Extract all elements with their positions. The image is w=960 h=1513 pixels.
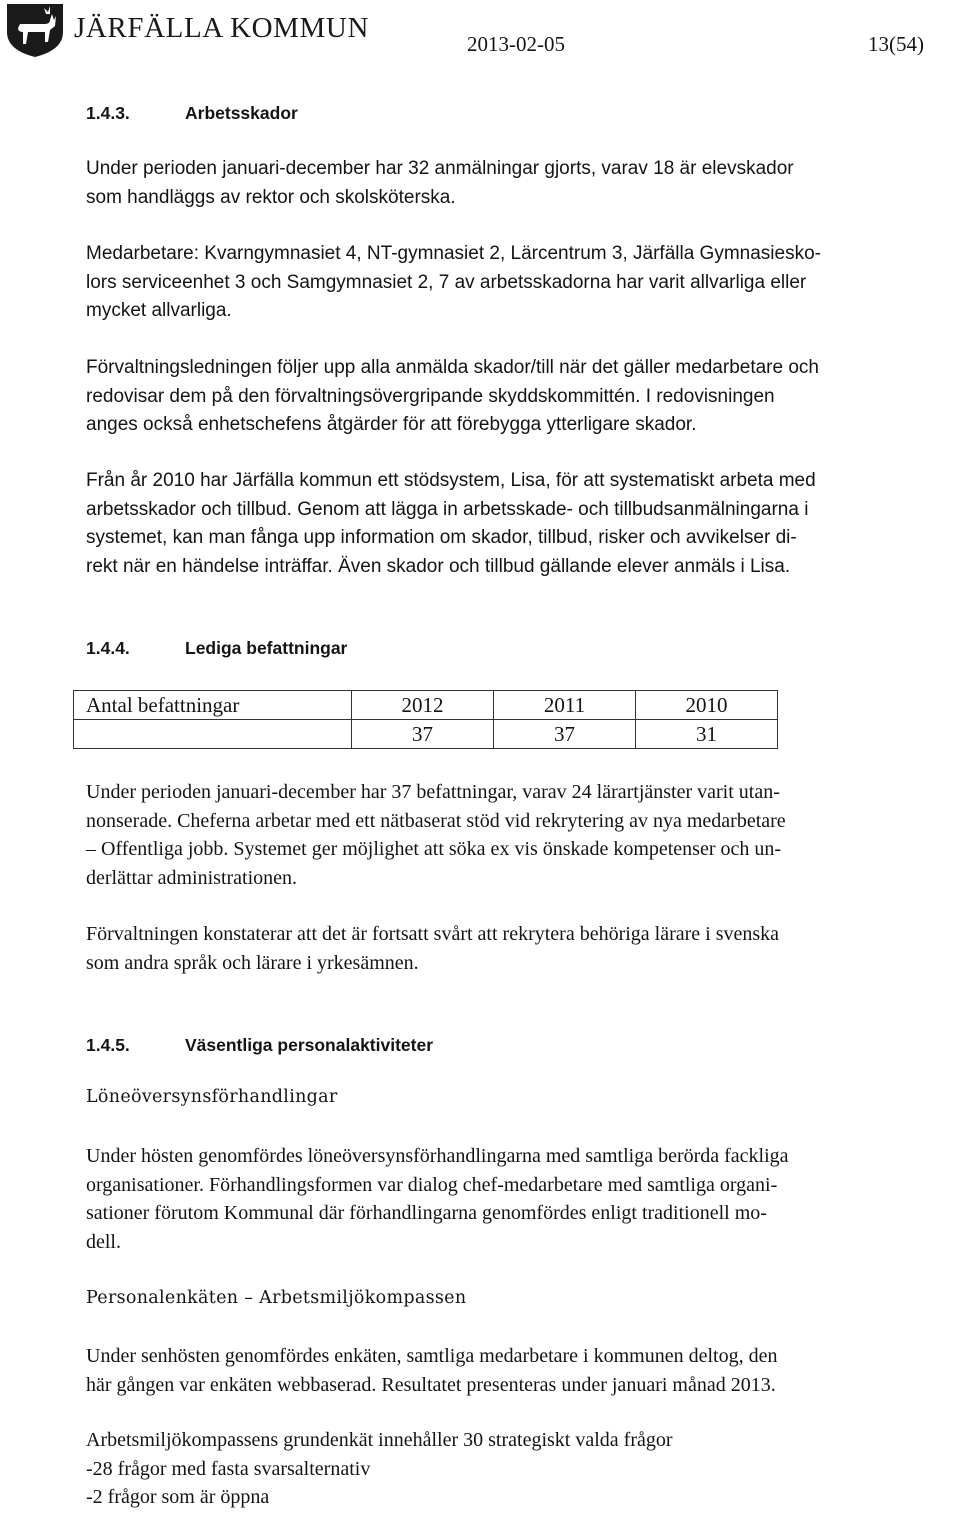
paragraph <box>86 240 821 326</box>
paragraph <box>86 778 786 892</box>
heading-number: 1.4.5. <box>86 1035 130 1055</box>
paragraph <box>86 1142 789 1256</box>
text-line: – Offentliga jobb. Systemet ger möjlighet att söka ex vis önskade kompetenser och un- <box>86 838 782 860</box>
paragraph <box>86 1342 777 1399</box>
text-line: Under senhösten genomfördes enkäten, samtliga medarbetare i kommunen deltog, den <box>86 1345 778 1367</box>
text-line: organisationer. Förhandlingsformen var dialog chef-medarbetare med samtliga organi- <box>86 1173 778 1196</box>
table-cell <box>74 720 352 749</box>
text-line: Arbetsmiljökompassens grundenkät innehåller 30 strategiskt valda frågor <box>86 1429 673 1451</box>
text-line: arbetsskador och tillbud. Genom att lägga in arbetsskade- och tillbudsanmälningarna i <box>86 498 809 520</box>
table-cell: 37 <box>352 720 494 749</box>
text-line: -28 frågor med fasta svarsalternativ <box>86 1457 371 1480</box>
text-line: dell. <box>86 1230 121 1253</box>
text-line: som handläggs av rektor och skolsköterska. <box>86 186 456 208</box>
text-line: som andra språk och lärare i yrkesämnen. <box>86 951 419 974</box>
text-line: nonserade. Cheferna arbetar med ett nätbaserat stöd vid rekrytering av nya medarbetare <box>86 809 786 832</box>
page-number: 13(54) <box>868 32 924 56</box>
org-logo <box>4 2 370 60</box>
heading-title: Arbetsskador <box>185 103 298 123</box>
text-line: Under perioden januari-december har 32 anmälningar gjorts, varav 18 är elevskador <box>86 158 794 179</box>
paragraph <box>86 155 794 212</box>
text-line: -2 frågor som är öppna <box>86 1486 270 1508</box>
table-header-cell: 2011 <box>494 691 636 720</box>
heading-number: 1.4.4. <box>86 638 130 658</box>
text-line: Under perioden januari-december har 37 befattningar, varav 24 lärartjänster varit utan- <box>86 781 780 803</box>
text-line: rekt när en händelse inträffar. Även skador och tillbud gällande elever anmäls i Lisa. <box>86 555 791 577</box>
coat-of-arms-icon <box>4 2 66 58</box>
heading-title: Väsentliga personalaktiviteter <box>185 1035 434 1055</box>
subheading: Löneöversynsförhandlingar <box>86 1087 338 1107</box>
text-line: Förvaltningen konstaterar att det är fortsatt svårt att rekrytera behöriga lärare i svenska <box>86 923 780 945</box>
text-line: anges också enhetschefens åtgärder för att förebygga ytterligare skador. <box>86 414 697 435</box>
text-line: lors serviceenhet 3 och Samgymnasiet 2, 7 av arbetsskadorna har varit allvarliga eller <box>86 271 807 293</box>
table-cell: 37 <box>494 720 636 749</box>
text-line: redovisar dem på den förvaltningsövergripande skyddskommittén. I redovisningen <box>86 385 775 407</box>
text-line: här gången var enkäten webbaserad. Resultatet presenteras under januari månad 2013. <box>86 1373 776 1396</box>
org-name: JÄRFÄLLA KOMMUN <box>74 12 370 44</box>
table-header-cell: Antal befattningar <box>74 691 352 720</box>
table-header-cell: 2010 <box>636 691 778 720</box>
text-line: systemet, kan man fånga upp information om skador, tillbud, risker och avvikelser di- <box>86 527 797 548</box>
text-line: derlättar administrationen. <box>86 866 298 889</box>
text-line: Under hösten genomfördes löneöversynsförhandlingarna med samtliga berörda fackliga <box>86 1145 789 1167</box>
table-cell: 31 <box>636 720 778 749</box>
table-header-cell: 2012 <box>352 691 494 720</box>
subheading: Personalenkäten – Arbetsmiljökompassen <box>86 1288 467 1308</box>
heading-number: 1.4.3. <box>86 103 130 123</box>
positions-table <box>73 690 778 749</box>
document-date: 2013-02-05 <box>467 32 565 56</box>
table-header-row <box>74 691 778 720</box>
text-line: Förvaltningsledningen följer upp alla anmälda skador/till när det gäller medarbetare och <box>86 357 819 378</box>
table-row <box>74 720 778 749</box>
paragraph <box>86 920 779 977</box>
text-line: Från år 2010 har Järfälla kommun ett stödsystem, Lisa, för att systematiskt arbeta med <box>86 470 816 491</box>
text-line: Medarbetare: Kvarngymnasiet 4, NT-gymnasiet 2, Lärcentrum 3, Järfälla Gymnasiesko- <box>86 243 821 264</box>
heading-title: Lediga befattningar <box>185 638 348 658</box>
paragraph <box>86 467 816 581</box>
paragraph <box>86 1426 673 1512</box>
text-line: mycket allvarliga. <box>86 300 232 321</box>
text-line: sationer förutom Kommunal där förhandlingarna genomfördes enligt traditionell mo- <box>86 1202 767 1224</box>
paragraph <box>86 354 819 440</box>
